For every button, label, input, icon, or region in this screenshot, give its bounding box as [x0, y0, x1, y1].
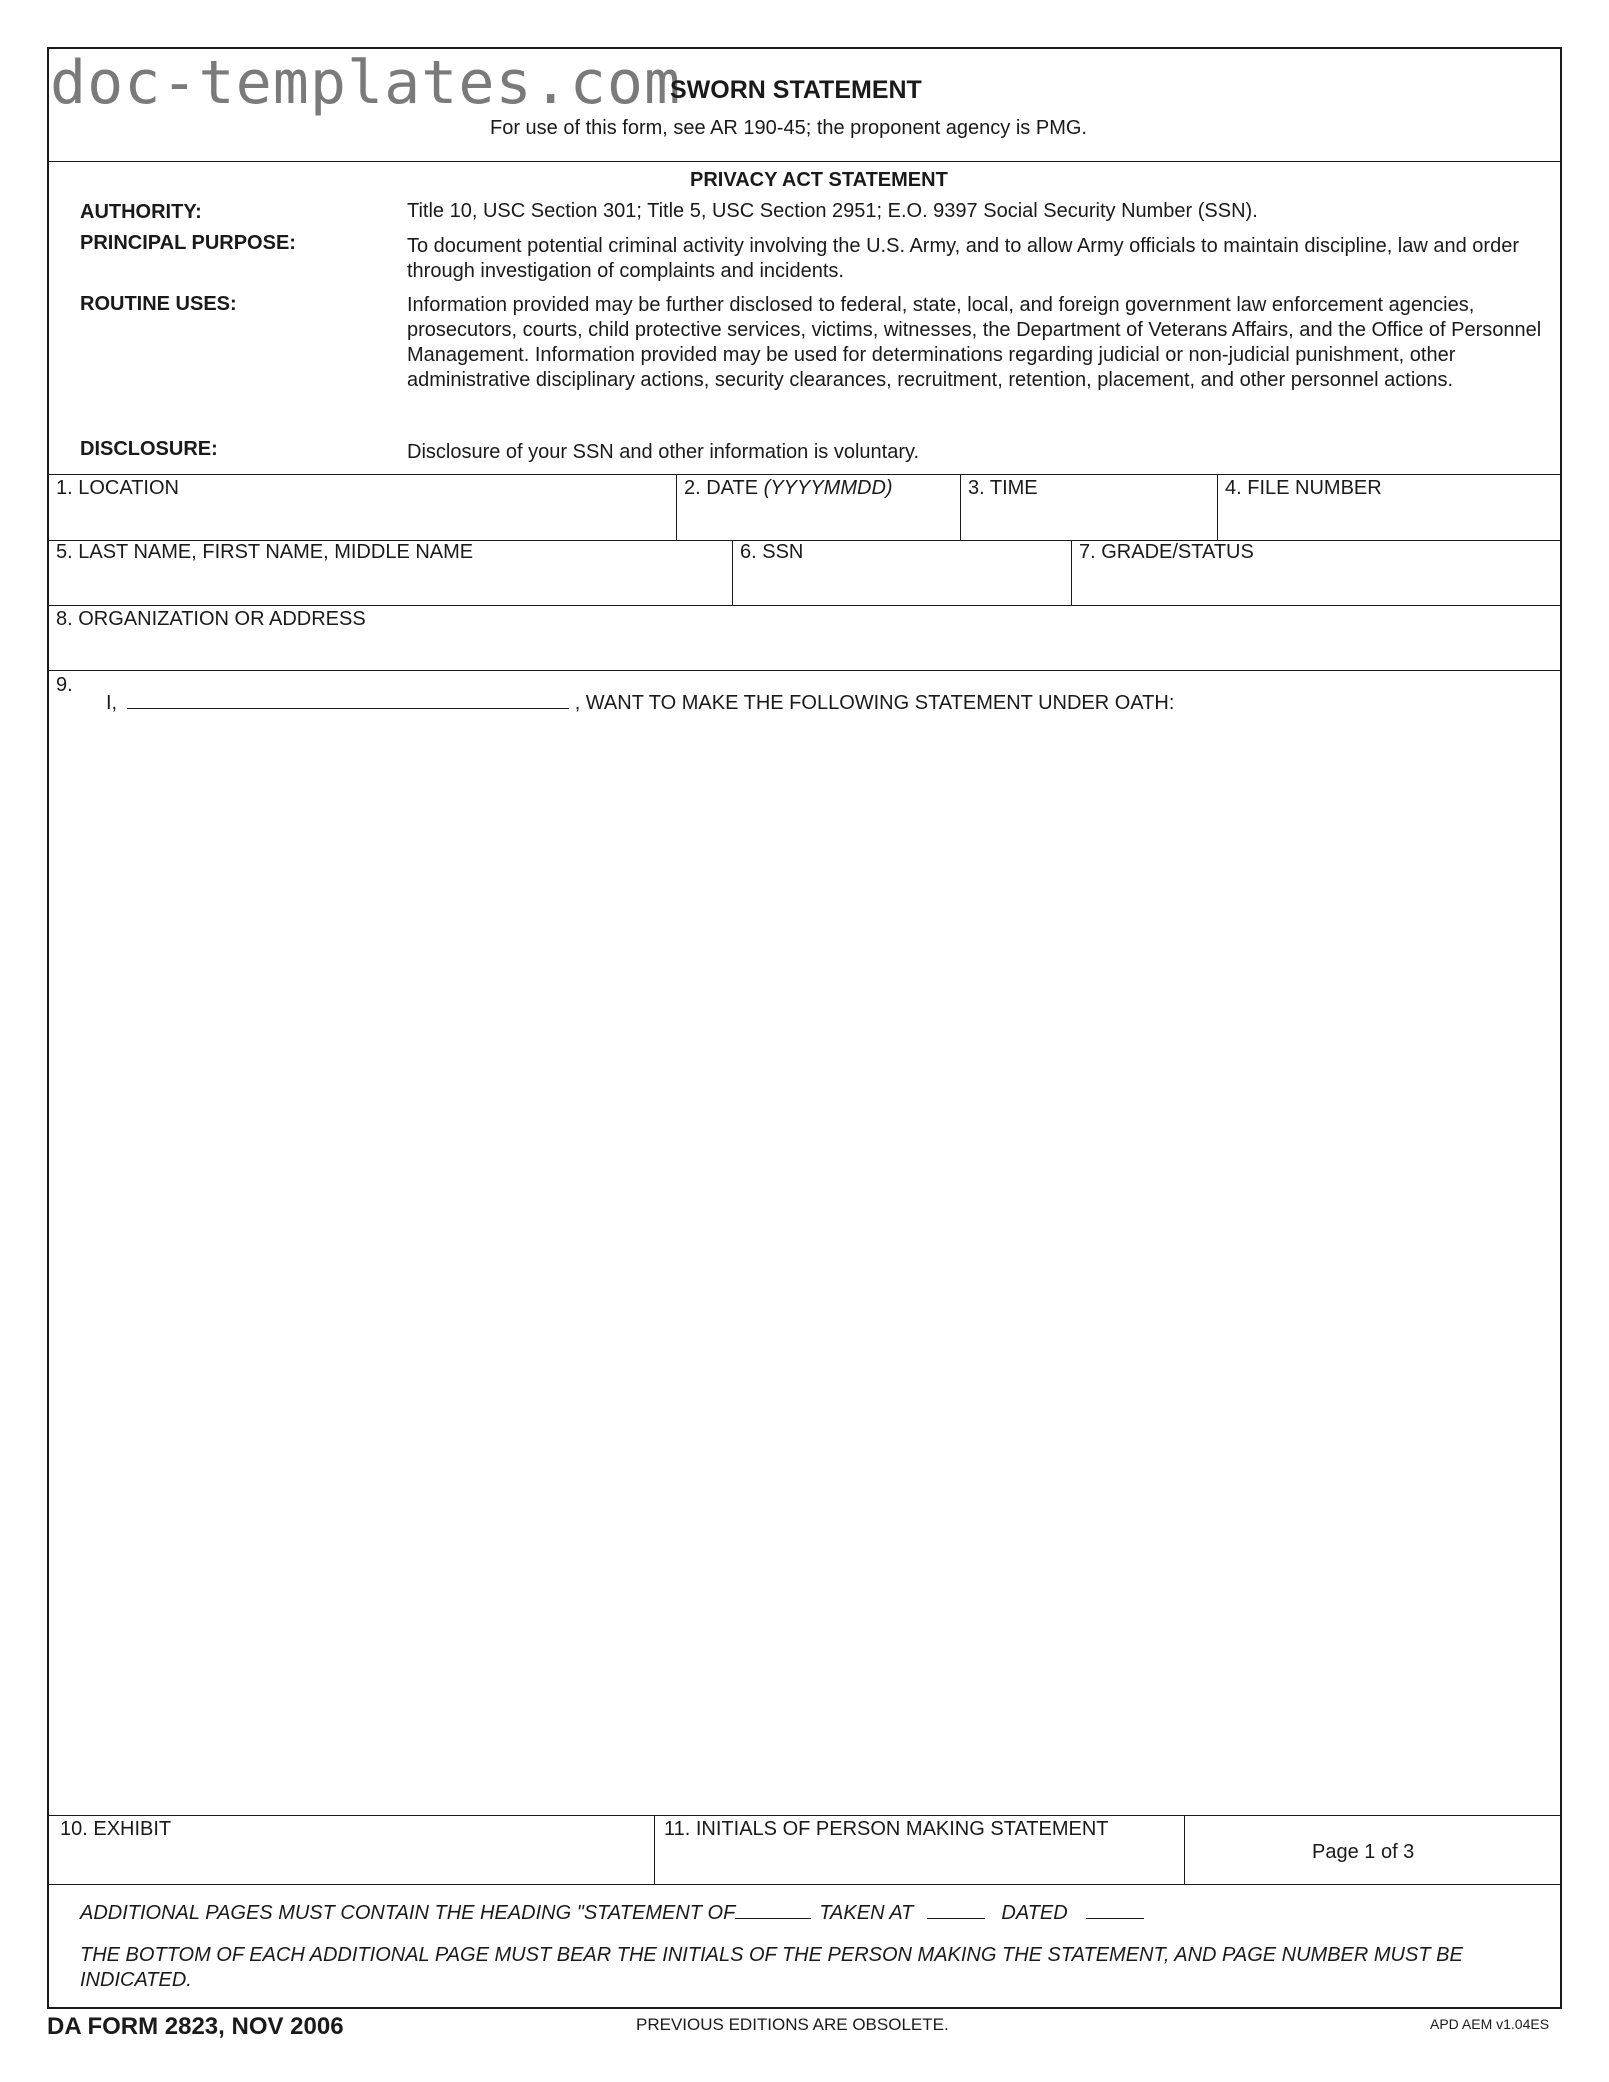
principal-purpose-text: To document potential criminal activity involving the U.S. Army, and to allow Army officials to maintain discipline, law and order through investigation of complaints and incidents.	[407, 235, 1519, 282]
date-label	[684, 477, 893, 500]
ssn-field[interactable]	[736, 566, 1067, 602]
disclosure-text: Disclosure of your SSN and other information is voluntary.	[407, 441, 920, 463]
name-field[interactable]	[50, 566, 728, 602]
location-field[interactable]	[50, 500, 672, 537]
authority-label: AUTHORITY:	[80, 201, 202, 223]
divider-location-date	[676, 474, 677, 540]
form-identifier: DA FORM 2823, NOV 2006	[47, 2013, 344, 2040]
divider-header	[47, 161, 1562, 162]
divider-exhibit-initials	[654, 1815, 655, 1884]
organization-field[interactable]	[50, 632, 1557, 667]
privacy-act-title: PRIVACY ACT STATEMENT	[690, 169, 948, 191]
divider-row3	[47, 670, 1562, 671]
divider-ssn-grade	[1071, 540, 1072, 605]
form-subtitle: For use of this form, see AR 190-45; the proponent agency is PMG.	[490, 117, 1087, 139]
file-number-field[interactable]	[1221, 500, 1557, 537]
obsolete-notice: PREVIOUS EDITIONS ARE OBSOLETE.	[636, 2015, 949, 2034]
organization-label: 8. ORGANIZATION OR ADDRESS	[56, 608, 366, 630]
date-field[interactable]	[680, 500, 956, 537]
divider-initials-page	[1184, 1815, 1185, 1884]
statement-name-blank[interactable]	[127, 690, 569, 709]
date-format-hint: (YYYYMMDD)	[763, 477, 893, 499]
page-number: Page 1 of 3	[1312, 1841, 1415, 1863]
time-field[interactable]	[964, 500, 1213, 537]
exhibit-field[interactable]	[52, 1842, 650, 1880]
divider-row2	[47, 605, 1562, 606]
routine-uses-text: Information provided may be further disclosed to federal, state, local, and foreign government law enforcement agencies, prosecutors, courts, child protective services, victims, witnesses, the Department of Veterans Affairs, and the Office of Personnel Management. Information provided may be used for determinations regarding judicial or non-judicial punishment, other administrative disciplinary actions, security clearances, recruitment, retention, placement, and other personnel actions.	[407, 294, 1542, 391]
statement-i: I,	[106, 692, 118, 714]
exhibit-label: 10. EXHIBIT	[60, 1818, 172, 1840]
routine-uses-label: ROUTINE USES:	[80, 293, 237, 315]
time-label: 3. TIME	[968, 477, 1038, 499]
additional-pages-note	[80, 1900, 1144, 1926]
divider-date-time	[960, 474, 961, 540]
date-label-number: 2. DATE	[684, 477, 759, 499]
authority-text: Title 10, USC Section 301; Title 5, USC Section 2951; E.O. 9397 Social Security Number (SSN).	[407, 200, 1258, 222]
watermark-text: doc-templates.com	[50, 48, 682, 118]
divider-time-file	[1217, 474, 1218, 540]
divider-exhibit	[47, 1884, 1562, 1885]
note-statement-of-blank	[735, 1900, 811, 1919]
version-label: APD AEM v1.04ES	[1430, 2016, 1550, 2032]
statement-text-area[interactable]	[60, 725, 1550, 1805]
statement-number: 9.	[56, 674, 73, 696]
divider-privacy	[47, 474, 1562, 475]
divider-statement	[47, 1815, 1562, 1816]
note-heading-text: ADDITIONAL PAGES MUST CONTAIN THE HEADING "STATEMENT OF	[80, 1902, 736, 1924]
form-title: SWORN STATEMENT	[670, 76, 922, 104]
grade-status-label: 7. GRADE/STATUS	[1079, 541, 1254, 563]
note-taken-at-blank	[927, 1900, 985, 1919]
principal-purpose-label: PRINCIPAL PURPOSE:	[80, 232, 296, 254]
statement-oath-line	[106, 690, 1174, 715]
initials-field[interactable]	[658, 1842, 1180, 1880]
disclosure-label: DISCLOSURE:	[80, 438, 218, 460]
file-number-label: 4. FILE NUMBER	[1225, 477, 1382, 499]
location-label: 1. LOCATION	[56, 477, 179, 499]
name-label: 5. LAST NAME, FIRST NAME, MIDDLE NAME	[56, 541, 474, 563]
initials-label: 11. INITIALS OF PERSON MAKING STATEMENT	[664, 1818, 1109, 1840]
divider-name-ssn	[732, 540, 733, 605]
ssn-label: 6. SSN	[740, 541, 804, 563]
note-dated-blank	[1086, 1900, 1144, 1919]
note-taken-at-text: TAKEN AT	[819, 1902, 914, 1924]
statement-oath-text: , WANT TO MAKE THE FOLLOWING STATEMENT UNDER OATH:	[574, 692, 1175, 714]
note-dated-text: DATED	[1001, 1902, 1068, 1924]
grade-status-field[interactable]	[1075, 566, 1557, 602]
bottom-page-note: THE BOTTOM OF EACH ADDITIONAL PAGE MUST BEAR THE INITIALS OF THE PERSON MAKING THE STATEMENT, AND PAGE NUMBER MUST BE INDICATED.	[80, 1944, 1463, 1991]
